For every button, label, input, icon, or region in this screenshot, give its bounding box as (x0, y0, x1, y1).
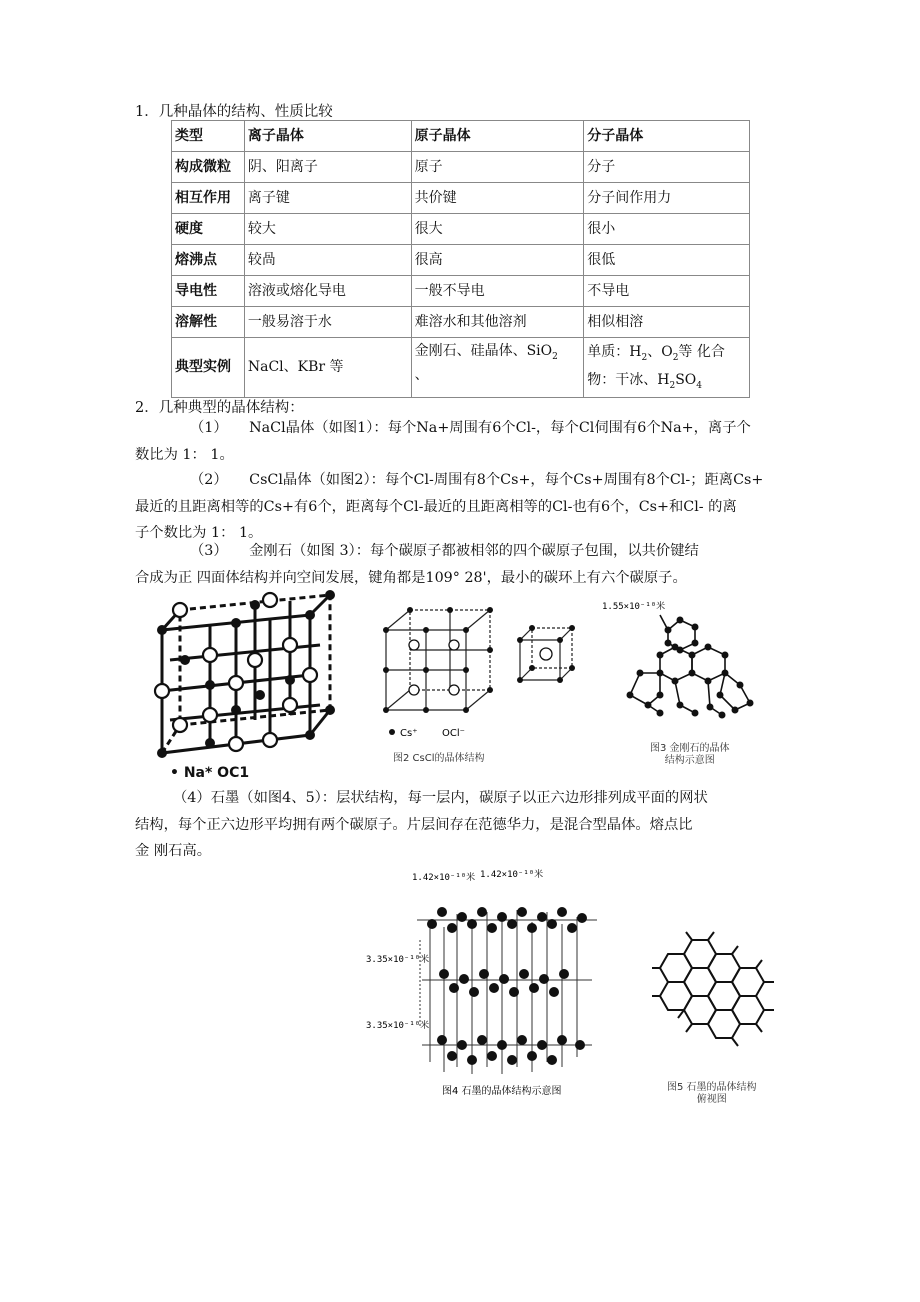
table-header-row (172, 121, 750, 152)
cs-legend-label: Cs⁺ (400, 728, 418, 739)
cell-ionic: 阴、阳离子 (244, 152, 411, 183)
paragraph-diamond (135, 538, 795, 591)
paragraph-nacl (135, 415, 795, 468)
fig4-bond-length-label: 1.42×10⁻¹⁰米 (480, 870, 544, 880)
fig1-legend: • Na* OC1 (170, 765, 250, 781)
cell-ionic: 较咼 (244, 245, 411, 276)
cell-atomic: 共价键 (411, 183, 584, 214)
cell-molecular: 分子间作用力 (584, 183, 750, 214)
row-label: 构成微粒 (172, 152, 245, 183)
diamond-structure-figure (600, 595, 780, 725)
cell-ionic: 一般易溶于水 (244, 307, 411, 338)
paragraph-line: 子个数比为 1： 1。 (135, 525, 263, 541)
subscript: 2 (669, 380, 676, 391)
paragraph-line: 最近的且距离相等的Cs+有6个，距离每个Cl-最近的且距离相等的Cl-也有6个，Cs+和Cl- 的离 (135, 498, 737, 515)
cell-atomic: 很高 (411, 245, 584, 276)
subscript: 2 (672, 352, 679, 363)
subscript: 4 (696, 380, 703, 391)
row-label: 溶解性 (172, 307, 245, 338)
fig3-caption (650, 743, 730, 767)
nacl-structure-figure (150, 585, 350, 760)
paragraph-line: （3） 金刚石（如图 3）：每个碳原子都被相邻的四个碳原子包围，以共价键结 (190, 543, 699, 559)
header-molecular: 分子晶体 (584, 121, 750, 152)
fig5-caption (667, 1082, 757, 1106)
row-label: 相互作用 (172, 183, 245, 214)
fig4-layer-distance-label: 3.35×10⁻¹⁰米 (366, 1021, 430, 1031)
graphite-structure-figure (362, 862, 612, 1107)
subscript: 2 (641, 352, 648, 363)
cell-ionic: 溶液或熔化导电 (244, 276, 411, 307)
table-row (172, 152, 750, 183)
fig3-caption-line: 结构示意图 (664, 755, 715, 766)
fig4-caption: 图4 石墨的晶体结构示意图 (442, 1086, 562, 1097)
cell-ionic: 离子键 (244, 183, 411, 214)
paragraph-line: （4）石墨（如图4、5）：层状结构，每一层内，碳原子以正六边形排列成平面的网状 (173, 790, 708, 806)
table-row (172, 214, 750, 245)
paragraph-line: 合成为正 四面体结构并向空间发展，键角都是109° 28'，最小的碳环上有六个碳原子。 (135, 569, 687, 586)
cs-legend-dot (389, 729, 395, 735)
atomic-example: 金刚石、硅晶体、SiO (414, 343, 553, 359)
cell-molecular: 很小 (584, 214, 750, 245)
header-type: 类型 (172, 121, 245, 152)
row-label: 硬度 (172, 214, 245, 245)
row-label: 典型实例 (172, 338, 245, 398)
crystal-comparison-table (171, 120, 750, 398)
fig4-layer-distance-label: 3.35×10⁻¹⁰米 (366, 955, 430, 965)
table-row (172, 183, 750, 214)
paragraph-line: 金 刚石高。 (135, 843, 212, 859)
row-label: 导电性 (172, 276, 245, 307)
cell-molecular: 不导电 (584, 276, 750, 307)
fig3-bond-label: 1.55×10⁻¹⁰米 (602, 602, 666, 612)
section2-title: 2．几种典型的晶体结构： (135, 400, 304, 416)
cell-molecular: 很低 (584, 245, 750, 276)
table-row (172, 276, 750, 307)
cell-ionic: NaCl、KBr 等 (244, 338, 411, 398)
fig2-caption: 图2 CsCl的晶体结构 (393, 753, 485, 764)
fig5-caption-line: 图5 石墨的晶体结构 (667, 1082, 757, 1093)
fig5-caption-line: 俯视图 (696, 1094, 727, 1105)
cell-atomic: 原子 (411, 152, 584, 183)
cl-legend-label: OCl⁻ (442, 728, 465, 739)
cell-atomic (411, 338, 584, 398)
table-row (172, 307, 750, 338)
header-atomic: 原子晶体 (411, 121, 584, 152)
molecular-line1: 单质：H (587, 344, 642, 360)
paragraph-graphite (135, 785, 800, 865)
subscript: 2 (552, 351, 558, 362)
cell-ionic: 较大 (244, 214, 411, 245)
molecular-line2: 物：干冰、H (587, 371, 670, 388)
fig4-bond-length-label: 1.42×10⁻¹⁰米 (412, 873, 476, 883)
cell-molecular: 相似相溶 (584, 307, 750, 338)
atomic-example-tail: 、 (414, 366, 429, 383)
cell-molecular: 分子 (584, 152, 750, 183)
molecular-line1-mid: 、O (647, 344, 673, 360)
paragraph-line: 结构，每个正六边形平均拥有两个碳原子。片层间存在范德华力，是混合型晶体。熔点比 (135, 816, 693, 833)
table-row (172, 338, 750, 398)
cell-molecular (584, 338, 750, 398)
molecular-line1-end: 等 化合 (678, 344, 725, 360)
fig3-caption-line: 图3 金刚石的晶体 (650, 743, 730, 754)
row-label: 熔沸点 (172, 245, 245, 276)
table-row (172, 245, 750, 276)
section1-title: 1．几种晶体的结构、性质比较 (135, 104, 333, 120)
paragraph-cscl (135, 467, 800, 547)
cell-atomic: 难溶水和其他溶剂 (411, 307, 584, 338)
cell-atomic: 很大 (411, 214, 584, 245)
paragraph-line: （1） NaCl晶体（如图1）：每个Na+周围有6个Cl-，每个Cl伺围有6个Na+，离子个 (190, 420, 751, 436)
cell-atomic: 一般不导电 (411, 276, 584, 307)
paragraph-line: （2） CsCl晶体（如图2）：每个Cl-周围有8个Cs+，每个Cs+周围有8个Cl-；距离Cs+ (190, 472, 764, 488)
cscl-structure-figure (380, 600, 590, 740)
header-ionic: 离子晶体 (244, 121, 411, 152)
paragraph-line: 数比为 1： 1。 (135, 446, 234, 463)
graphite-top-view-figure (650, 930, 790, 1050)
molecular-line2-mid: SO (675, 371, 697, 388)
